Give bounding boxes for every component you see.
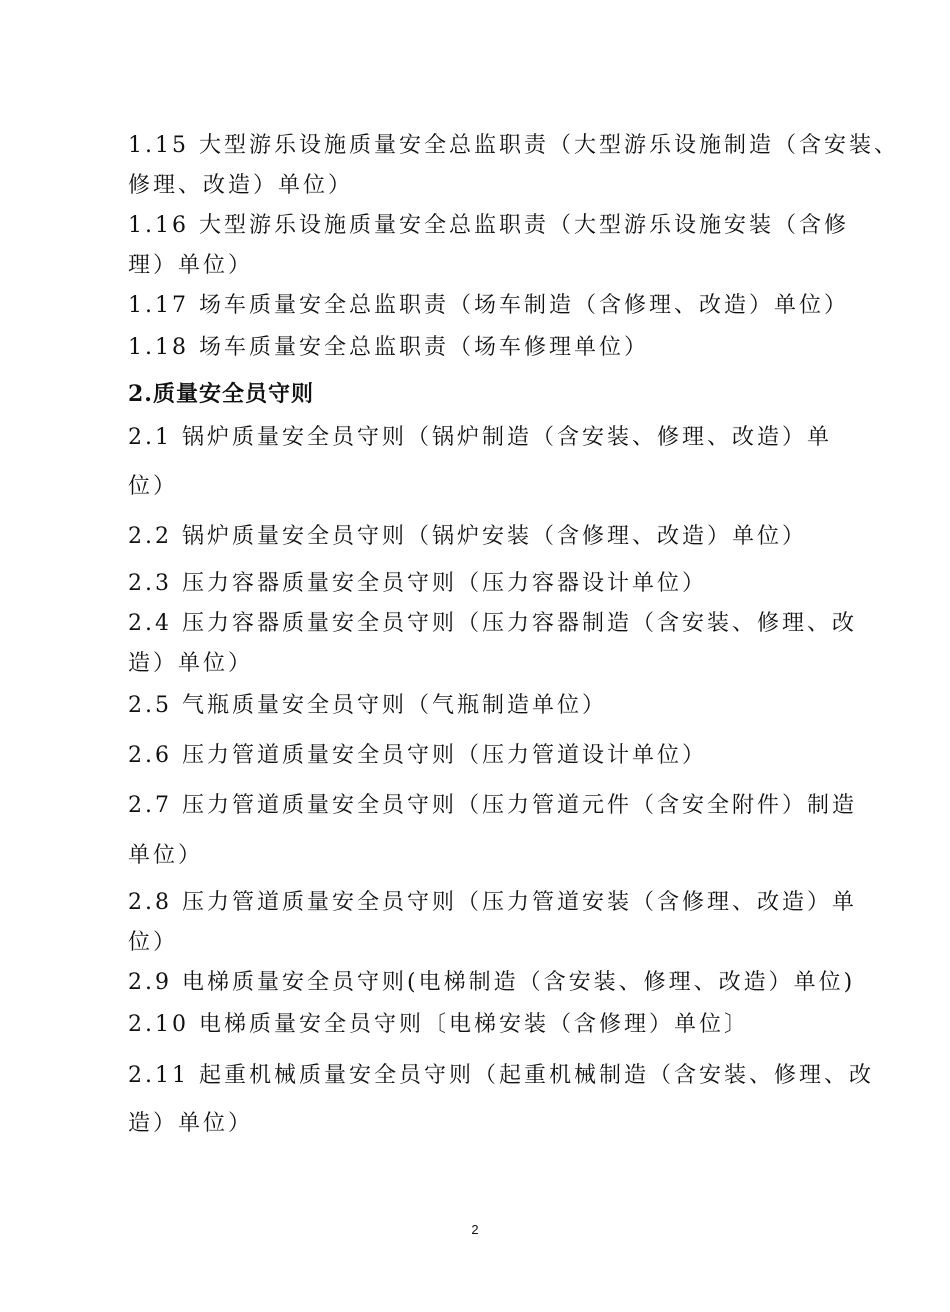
text-line-2-10: 2.10 电梯质量安全员守则〔电梯安装（含修理）单位〕	[128, 1012, 749, 1037]
text-line-2-2: 2.2 锅炉质量安全员守则（锅炉安装（含修理、改造）单位）	[128, 524, 807, 549]
text-line-2-4-cont: 造）单位）	[128, 651, 254, 676]
text-line-1-17: 1.17 场车质量安全总监职责（场车制造（含修理、改造）单位）	[128, 293, 849, 318]
text-line-1-15-cont: 修理、改造）单位）	[128, 173, 354, 198]
text-line-2-9: 2.9 电梯质量安全员守则(电梯制造（含安装、修理、改造）单位)	[128, 970, 856, 995]
text-line-2-6: 2.6 压力管道质量安全员守则（压力管道设计单位）	[128, 743, 707, 768]
text-line-2-5: 2.5 气瓶质量安全员守则（气瓶制造单位）	[128, 693, 607, 718]
text-line-2-4: 2.4 压力容器质量安全员守则（压力容器制造（含安装、修理、改	[128, 611, 857, 636]
page-number: 2	[471, 1222, 479, 1237]
text-line-2-8-cont: 位）	[128, 930, 179, 955]
text-line-1-18: 1.18 场车质量安全总监职责（场车修理单位）	[128, 335, 649, 360]
text-line-2-11: 2.11 起重机械质量安全员守则（起重机械制造（含安装、修理、改	[128, 1063, 874, 1088]
text-line-2-1-cont: 位）	[128, 474, 179, 499]
text-line-1-15: 1.15 大型游乐设施质量安全总监职责（大型游乐设施制造（含安装、	[128, 133, 899, 158]
text-line-2-7: 2.7 压力管道质量安全员守则（压力管道元件（含安全附件）制造	[128, 793, 857, 818]
text-line-2-7-cont: 单位）	[128, 843, 204, 868]
text-line-2-1: 2.1 锅炉质量安全员守则（锅炉制造（含安装、修理、改造）单	[128, 425, 832, 450]
text-line-1-16: 1.16 大型游乐设施质量安全总监职责（大型游乐设施安装（含修	[128, 213, 849, 238]
text-line-1-16-cont: 理）单位）	[128, 253, 254, 278]
text-line-2-11-cont: 造）单位）	[128, 1111, 254, 1136]
text-line-2-3: 2.3 压力容器质量安全员守则（压力容器设计单位）	[128, 571, 707, 596]
section-heading-2: 2.质量安全员守则	[128, 381, 314, 407]
text-line-2-8: 2.8 压力管道质量安全员守则（压力管道安装（含修理、改造）单	[128, 890, 857, 915]
